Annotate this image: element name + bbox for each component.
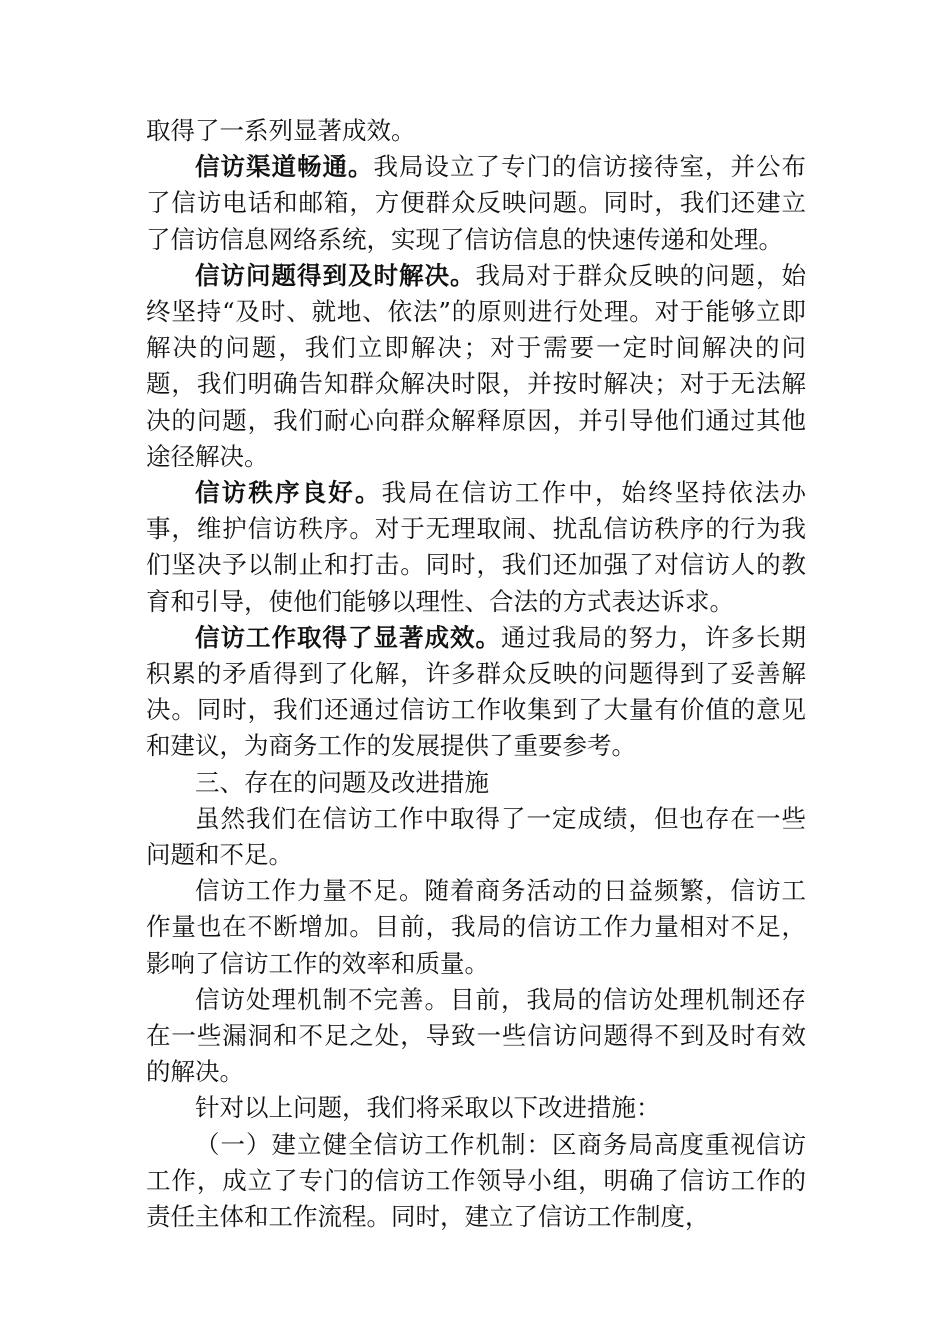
paragraph-text: 我局在信访工作中，始终坚持依法办事，维护信访秩序。对于无理取闹、扰乱信访秩序的行为我们坚决予以制止和打击。同时，我们还加强了对信访人的教育和引导，使他们能够以理性、合法的方式表达诉求。 <box>146 478 807 616</box>
paragraph-1 <box>146 113 806 149</box>
paragraph-8 <box>146 873 806 982</box>
paragraph-text: 信访工作力量不足。随着商务活动的日益频繁，信访工作量也在不断增加。目前，我局的信访工作力量相对不足，影响了信访工作的效率和质量。 <box>146 876 806 978</box>
document-body <box>146 113 806 1235</box>
paragraph-text: 我局对于群众反映的问题，始终坚持“及时、就地、依法”的原则进行处理。对于能够立即解决的问题，我们立即解决；对于需要一定时间解决的问题，我们明确告知群众解决时限，并按时解决；对于无法解决的问题，我们耐心向群众解释原因，并引导他们通过其他途径解决。 <box>146 260 806 471</box>
paragraph-text: 虽然我们在信访工作中取得了一定成绩，但也存在一些问题和不足。 <box>146 803 806 870</box>
paragraph-lead: 信访秩序良好。 <box>195 478 382 508</box>
paragraph-5 <box>146 620 806 765</box>
paragraph-text: 取得了一系列显著成效。 <box>146 116 416 145</box>
paragraph-text: 我局设立了专门的信访接待室，并公布了信访电话和邮箱，方便群众反映问题。同时，我们还建立了信访信息网络系统，实现了信访信息的快速传递和处理。 <box>146 152 806 254</box>
paragraph-10 <box>146 1090 806 1126</box>
section-heading <box>146 765 806 801</box>
paragraph-text: 通过我局的努力，许多长期积累的矛盾得到了化解，许多群众反映的问题得到了妥善解决。同时，我们还通过信访工作收集到了大量有价值的意见和建议，为商务工作的发展提供了重要参考。 <box>146 622 806 761</box>
paragraph-9 <box>146 982 806 1091</box>
paragraph-4 <box>146 475 806 620</box>
paragraph-text: 针对以上问题，我们将采取以下改进措施： <box>195 1093 661 1123</box>
paragraph-lead: 信访工作取得了显著成效。 <box>195 622 501 652</box>
paragraph-text: 信访处理机制不完善。目前，我局的信访处理机制还存在一些漏洞和不足之处，导致一些信访问题得不到及时有效的解决。 <box>146 984 806 1087</box>
paragraph-3 <box>146 258 806 475</box>
paragraph-11 <box>146 1127 806 1236</box>
paragraph-lead: 信访渠道畅通。 <box>195 152 374 182</box>
paragraph-lead: 信访问题得到及时解决。 <box>195 260 476 290</box>
paragraph-text: （一）建立健全信访工作机制：区商务局高度重视信访工作，成立了专门的信访工作领导小组，明确了信访工作的责任主体和工作流程。同时，建立了信访工作制度， <box>146 1129 806 1232</box>
section-heading-text: 三、存在的问题及改进措施 <box>195 767 489 797</box>
paragraph-7 <box>146 801 806 873</box>
paragraph-2 <box>146 149 806 258</box>
